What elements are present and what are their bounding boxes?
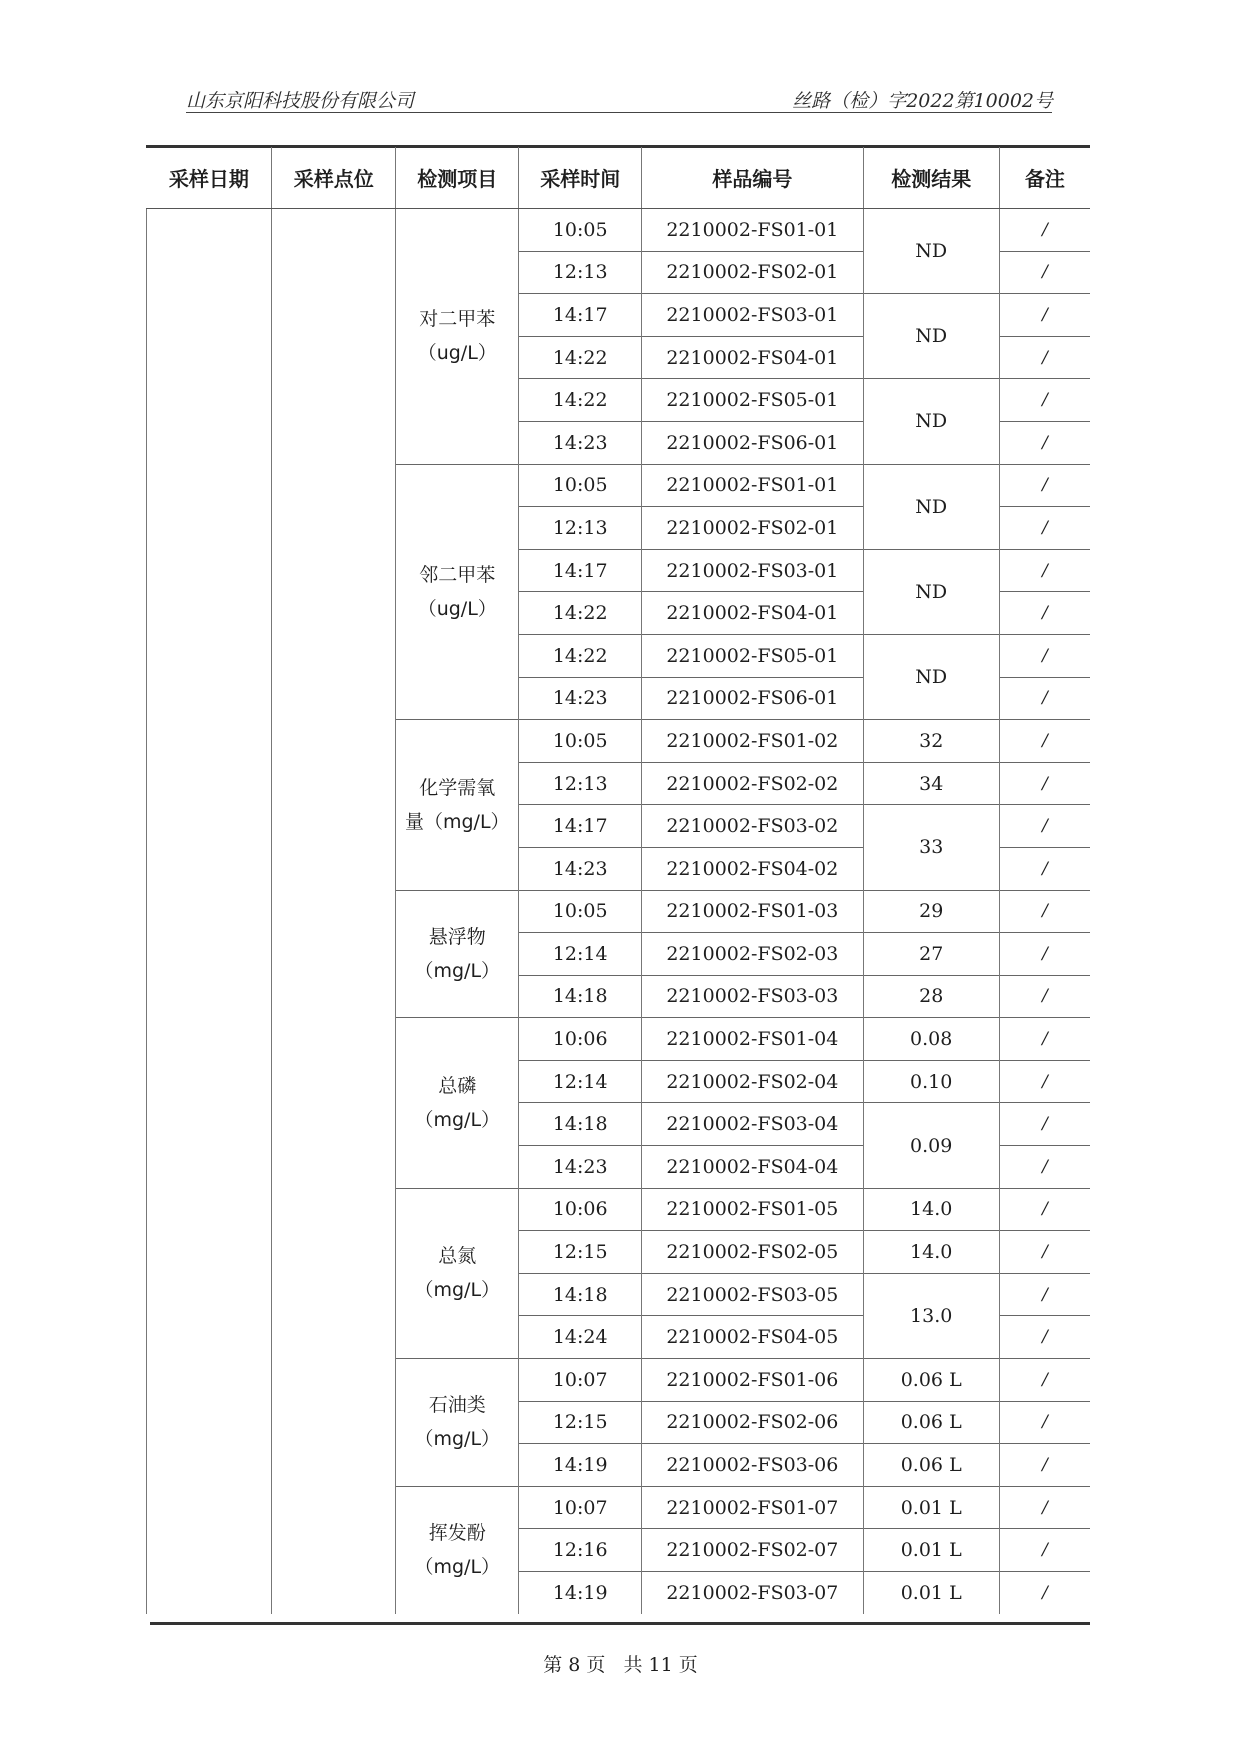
test-result-cell: 0.09 [863, 1103, 999, 1188]
test-item-name: 对二甲苯 [419, 308, 496, 331]
remark-cell: / [999, 421, 1090, 464]
sample-id-cell: 2210002-FS06-01 [642, 677, 863, 720]
table-body [147, 209, 1091, 1614]
test-item-cell [396, 464, 519, 720]
sample-id-cell: 2210002-FS02-02 [642, 762, 863, 805]
test-result-cell: ND [863, 379, 999, 464]
test-result-cell: ND [863, 294, 999, 379]
test-item-cell [396, 1188, 519, 1358]
test-item-unit: （mg/L） [414, 1556, 501, 1579]
test-item-name: 挥发酚 [428, 1522, 486, 1545]
sampling-time-cell: 14:22 [519, 379, 642, 422]
sample-id-cell: 2210002-FS02-04 [642, 1060, 863, 1103]
col-header-date: 采样日期 [147, 147, 272, 209]
sampling-time-cell: 14:24 [519, 1316, 642, 1359]
test-item-unit: （mg/L） [414, 1108, 501, 1131]
sampling-time-cell: 14:19 [519, 1572, 642, 1614]
test-item-unit: （mg/L） [414, 959, 501, 982]
sampling-time-cell: 10:07 [519, 1486, 642, 1529]
sample-id-cell: 2210002-FS04-04 [642, 1146, 863, 1189]
test-item-cell [396, 209, 519, 465]
test-result-cell: ND [863, 464, 999, 549]
test-result-cell: 14.0 [863, 1231, 999, 1274]
sampling-time-cell: 10:07 [519, 1359, 642, 1402]
sampling-time-cell: 12:15 [519, 1401, 642, 1444]
test-result-cell: 0.06 L [863, 1444, 999, 1487]
sample-id-cell: 2210002-FS03-02 [642, 805, 863, 848]
sampling-time-cell: 14:17 [519, 549, 642, 592]
sampling-time-cell: 12:14 [519, 1060, 642, 1103]
sampling-time-cell: 14:18 [519, 975, 642, 1018]
table-header-row [147, 147, 1091, 209]
remark-cell: / [999, 379, 1090, 422]
col-header-time: 采样时间 [519, 147, 642, 209]
test-item-name: 总氮 [438, 1245, 477, 1268]
sample-id-cell: 2210002-FS03-01 [642, 294, 863, 337]
sampling-time-cell: 14:22 [519, 336, 642, 379]
remark-cell: / [999, 762, 1090, 805]
test-item-cell [396, 720, 519, 890]
sample-id-cell: 2210002-FS05-01 [642, 379, 863, 422]
report-table-container [146, 147, 1090, 1614]
header-divider [186, 112, 1052, 113]
test-item-unit: （mg/L） [414, 1279, 501, 1302]
remark-cell: / [999, 1486, 1090, 1529]
test-result-cell: ND [863, 634, 999, 719]
test-result-cell: 32 [863, 720, 999, 763]
sample-id-cell: 2210002-FS03-07 [642, 1572, 863, 1614]
col-header-item: 检测项目 [396, 147, 519, 209]
test-result-cell: 33 [863, 805, 999, 890]
remark-cell: / [999, 336, 1090, 379]
sampling-time-cell: 10:05 [519, 464, 642, 507]
sampling-time-cell: 10:06 [519, 1018, 642, 1061]
sample-id-cell: 2210002-FS03-05 [642, 1273, 863, 1316]
remark-cell: / [999, 720, 1090, 763]
sampling-time-cell: 10:05 [519, 720, 642, 763]
test-item-name: 悬浮物 [428, 925, 486, 948]
sample-id-cell: 2210002-FS01-05 [642, 1188, 863, 1231]
sampling-time-cell: 14:18 [519, 1273, 642, 1316]
remark-cell: / [999, 294, 1090, 337]
test-result-cell: 29 [863, 890, 999, 933]
test-result-cell: 0.01 L [863, 1572, 999, 1614]
test-item-name: 化学需氧 [419, 776, 496, 799]
sample-id-cell: 2210002-FS02-07 [642, 1529, 863, 1572]
page-total: 共 11 页 [623, 1654, 698, 1676]
test-result-cell: ND [863, 209, 999, 294]
col-header-location: 采样点位 [272, 147, 396, 209]
test-result-cell: 13.0 [863, 1273, 999, 1358]
page-footer [0, 1650, 1241, 1677]
test-item-name: 邻二甲苯 [419, 563, 496, 586]
remark-cell: / [999, 1146, 1090, 1189]
sampling-time-cell: 12:15 [519, 1231, 642, 1274]
test-item-cell [396, 1486, 519, 1613]
test-item-unit: （mg/L） [414, 1428, 501, 1451]
sampling-time-cell: 12:13 [519, 251, 642, 294]
remark-cell: / [999, 549, 1090, 592]
report-number: 丝路（检）字2022第10002号 [792, 90, 1053, 112]
sample-id-cell: 2210002-FS03-06 [642, 1444, 863, 1487]
sampling-time-cell: 12:13 [519, 762, 642, 805]
sampling-time-cell: 14:17 [519, 294, 642, 337]
sample-id-cell: 2210002-FS01-03 [642, 890, 863, 933]
remark-cell: / [999, 1188, 1090, 1231]
sample-id-cell: 2210002-FS01-07 [642, 1486, 863, 1529]
sample-id-cell: 2210002-FS05-01 [642, 634, 863, 677]
sampling-time-cell: 14:17 [519, 805, 642, 848]
sampling-time-cell: 14:23 [519, 421, 642, 464]
test-result-cell: 0.08 [863, 1018, 999, 1061]
sample-id-cell: 2210002-FS02-03 [642, 933, 863, 976]
remark-cell: / [999, 507, 1090, 550]
sample-id-cell: 2210002-FS04-02 [642, 847, 863, 890]
test-item-name: 石油类 [428, 1394, 486, 1417]
remark-cell: / [999, 464, 1090, 507]
remark-cell: / [999, 805, 1090, 848]
sampling-time-cell: 12:13 [519, 507, 642, 550]
remark-cell: / [999, 1529, 1090, 1572]
remark-cell: / [999, 975, 1090, 1018]
remark-cell: / [999, 933, 1090, 976]
test-result-cell: 34 [863, 762, 999, 805]
test-item-unit: 量（mg/L） [404, 810, 510, 833]
remark-cell: / [999, 1273, 1090, 1316]
sample-id-cell: 2210002-FS03-01 [642, 549, 863, 592]
sample-id-cell: 2210002-FS01-02 [642, 720, 863, 763]
remark-cell: / [999, 1444, 1090, 1487]
sample-id-cell: 2210002-FS02-01 [642, 507, 863, 550]
test-item-cell [396, 1018, 519, 1188]
remark-cell: / [999, 592, 1090, 635]
sampling-time-cell: 14:23 [519, 677, 642, 720]
remark-cell: / [999, 1572, 1090, 1614]
remark-cell: / [999, 1018, 1090, 1061]
test-result-cell: 0.01 L [863, 1529, 999, 1572]
remark-cell: / [999, 1359, 1090, 1402]
remark-cell: / [999, 209, 1090, 252]
remark-cell: / [999, 890, 1090, 933]
sample-id-cell: 2210002-FS04-01 [642, 336, 863, 379]
test-result-cell: 28 [863, 975, 999, 1018]
test-item-cell [396, 890, 519, 1018]
test-result-cell: 0.06 L [863, 1401, 999, 1444]
sampling-time-cell: 10:05 [519, 209, 642, 252]
remark-cell: / [999, 1060, 1090, 1103]
sampling-date-cell [147, 209, 272, 1614]
sampling-time-cell: 14:23 [519, 847, 642, 890]
remark-cell: / [999, 847, 1090, 890]
company-name: 山东京阳科技股份有限公司 [186, 90, 415, 112]
sampling-time-cell: 14:22 [519, 634, 642, 677]
sampling-time-cell: 14:19 [519, 1444, 642, 1487]
sampling-time-cell: 10:06 [519, 1188, 642, 1231]
sample-id-cell: 2210002-FS04-05 [642, 1316, 863, 1359]
remark-cell: / [999, 634, 1090, 677]
sample-id-cell: 2210002-FS03-04 [642, 1103, 863, 1146]
test-item-cell [396, 1359, 519, 1487]
col-header-remark: 备注 [999, 147, 1090, 209]
page-number: 第 8 页 [543, 1654, 606, 1676]
sampling-time-cell: 14:18 [519, 1103, 642, 1146]
sample-id-cell: 2210002-FS02-01 [642, 251, 863, 294]
test-item-unit: （ug/L） [417, 597, 497, 620]
report-table [146, 147, 1090, 1614]
sampling-location-cell [272, 209, 396, 1614]
sample-id-cell: 2210002-FS02-05 [642, 1231, 863, 1274]
test-item-name: 总磷 [438, 1074, 477, 1097]
sample-id-cell: 2210002-FS04-01 [642, 592, 863, 635]
test-result-cell: 0.06 L [863, 1359, 999, 1402]
test-result-cell: 0.01 L [863, 1486, 999, 1529]
remark-cell: / [999, 1103, 1090, 1146]
sampling-time-cell: 14:23 [519, 1146, 642, 1189]
remark-cell: / [999, 251, 1090, 294]
sample-id-cell: 2210002-FS06-01 [642, 421, 863, 464]
sample-id-cell: 2210002-FS02-06 [642, 1401, 863, 1444]
table-row [147, 209, 1091, 252]
test-item-unit: （ug/L） [417, 342, 497, 365]
sampling-time-cell: 12:16 [519, 1529, 642, 1572]
col-header-result: 检测结果 [863, 147, 999, 209]
test-result-cell: 14.0 [863, 1188, 999, 1231]
remark-cell: / [999, 677, 1090, 720]
sample-id-cell: 2210002-FS01-06 [642, 1359, 863, 1402]
sample-id-cell: 2210002-FS03-03 [642, 975, 863, 1018]
table-bottom-rule [150, 1622, 1090, 1625]
sampling-time-cell: 10:05 [519, 890, 642, 933]
test-result-cell: ND [863, 549, 999, 634]
sample-id-cell: 2210002-FS01-01 [642, 209, 863, 252]
remark-cell: / [999, 1316, 1090, 1359]
remark-cell: / [999, 1231, 1090, 1274]
remark-cell: / [999, 1401, 1090, 1444]
test-result-cell: 0.10 [863, 1060, 999, 1103]
col-header-sample: 样品编号 [642, 147, 863, 209]
sample-id-cell: 2210002-FS01-01 [642, 464, 863, 507]
test-result-cell: 27 [863, 933, 999, 976]
sampling-time-cell: 12:14 [519, 933, 642, 976]
sampling-time-cell: 14:22 [519, 592, 642, 635]
sample-id-cell: 2210002-FS01-04 [642, 1018, 863, 1061]
